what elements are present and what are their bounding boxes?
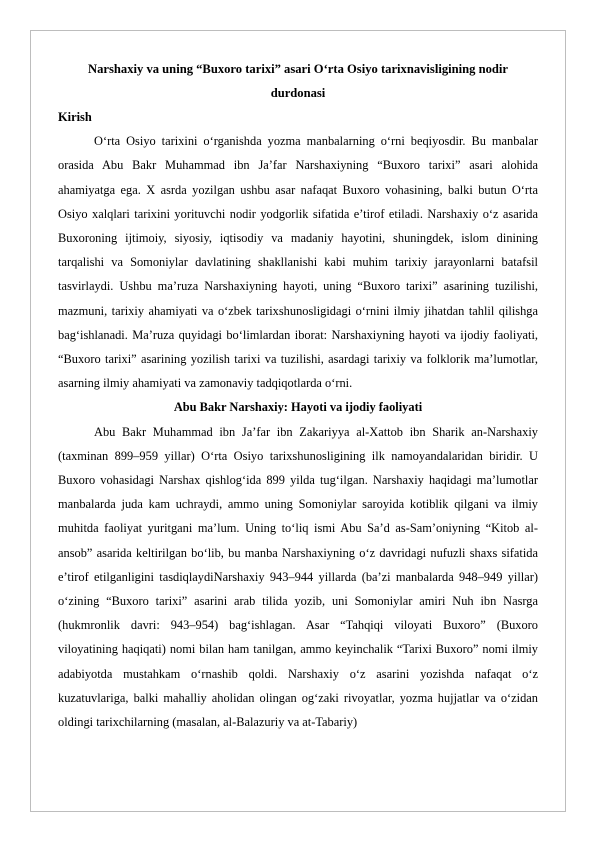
- section-heading-biography: Abu Bakr Narshaxiy: Hayoti va ijodiy faoliyati: [173, 400, 423, 415]
- biography-paragraph: Abu Bakr Muhammad ibn Ja’far ibn Zakariyya al-Xattob ibn Sharik an-Narshaxiy (taxminan 899–959 yillar) O‘rta Osiyo tarixshunosligining ilk namoyandalaridan biridir. U Buxoro vohasidagi Narshax qishlog‘ida 899 yilda tug‘ilgan. Narshaxiy haqidagi ma’lumotlar manbalarda juda kam uchraydi, ammo uning Somoniylar saroyida kotiblik qilgani va ilmiy muhitda faoliyat yuritgani ma’lum. Uning to‘liq ismi Abu Sa’d as-Sam’oniyning “Kitob al-ansob” asarida keltirilgan bo‘lib, bu manba Narshaxiyning o‘z davridagi nufuzli shaxs sifatida e’tirof etilganligini tasdiqlaydiNarshaxiy 943–944 yillarda (ba’zi manbalarda 948–949 yillar) o‘zining “Buxoro tarixi” asarini arab tilida yozib, uni Somoniylar amiri Nuh ibn Nasrga (hukmronlik davri: 943–954) bag‘ishlagan. Asar “Tahqiqi viloyati Buxoro” (Buxoro viloyatining haqiqati) nomi bilan ham tanilgan, ammo keyinchalik “Tarixi Buxoro” nomi ilmiy adabiyotda mustahkam o‘rnashib qoldi. Narshaxiy o‘z asarini yozishda nafaqat o‘z kuzatuvlariga, balki mahalliy aholidan olingan og‘zaki rivoyatlar, yozma hujjatlar va o‘zidan oldingi tarixchilarning (masalan, al-Balazuriy va at-Tabariy): [58, 424, 538, 730]
- document-title: Narshaxiy va uning “Buxoro tarixi” asari O‘rta Osiyo tarixnavisligining nodir durdonasi: [88, 62, 508, 100]
- section-heading-introduction: Kirish: [58, 110, 92, 124]
- introduction-paragraph: O‘rta Osiyo tarixini o‘rganishda yozma manbalarning o‘rni beqiyosdir. Bu manbalar orasida Abu Bakr Muhammad ibn Ja’far Narshaxiyning “Buxoro tarixi” asari alohida ahamiyatga ega. X asrda yozilgan ushbu asar nafaqat Buxoro vohasining, balki butun O‘rta Osiyo xalqlari tarixini yorituvchi nodir yodgorlik sifatida e’tirof etiladi. Narshaxiy o‘z asarida Buxoroning ijtimoiy, siyosiy, iqtisodiy va madaniy hayotini, shuningdek, islom dinining tarqalishi va Somoniylar davlatining shakllanishi kabi muhim tarixiy jarayonlarni batafsil tasvirlaydi. Ushbu ma’ruza Narshaxiyning hayoti, uning “Buxoro tarixi” asarining tuzilishi, mazmuni, tarixiy ahamiyati va o‘zbek tarixshunosligidagi o‘rnini ilmiy jihatdan tahlil qilishga bag‘ishlanadi. Ma’ruza quyidagi bo‘limlardan iborat: Narshaxiyning hayoti va ijodiy faoliyati, “Buxoro tarixi” asarining yozilish tarixi va tuzilishi, asardagi tarixiy va folklorik ma’lumotlar, asarning ilmiy ahamiyati va zamonaviy tadqiqotlarda o‘rni.: [58, 134, 538, 391]
- document-body: [58, 57, 538, 734]
